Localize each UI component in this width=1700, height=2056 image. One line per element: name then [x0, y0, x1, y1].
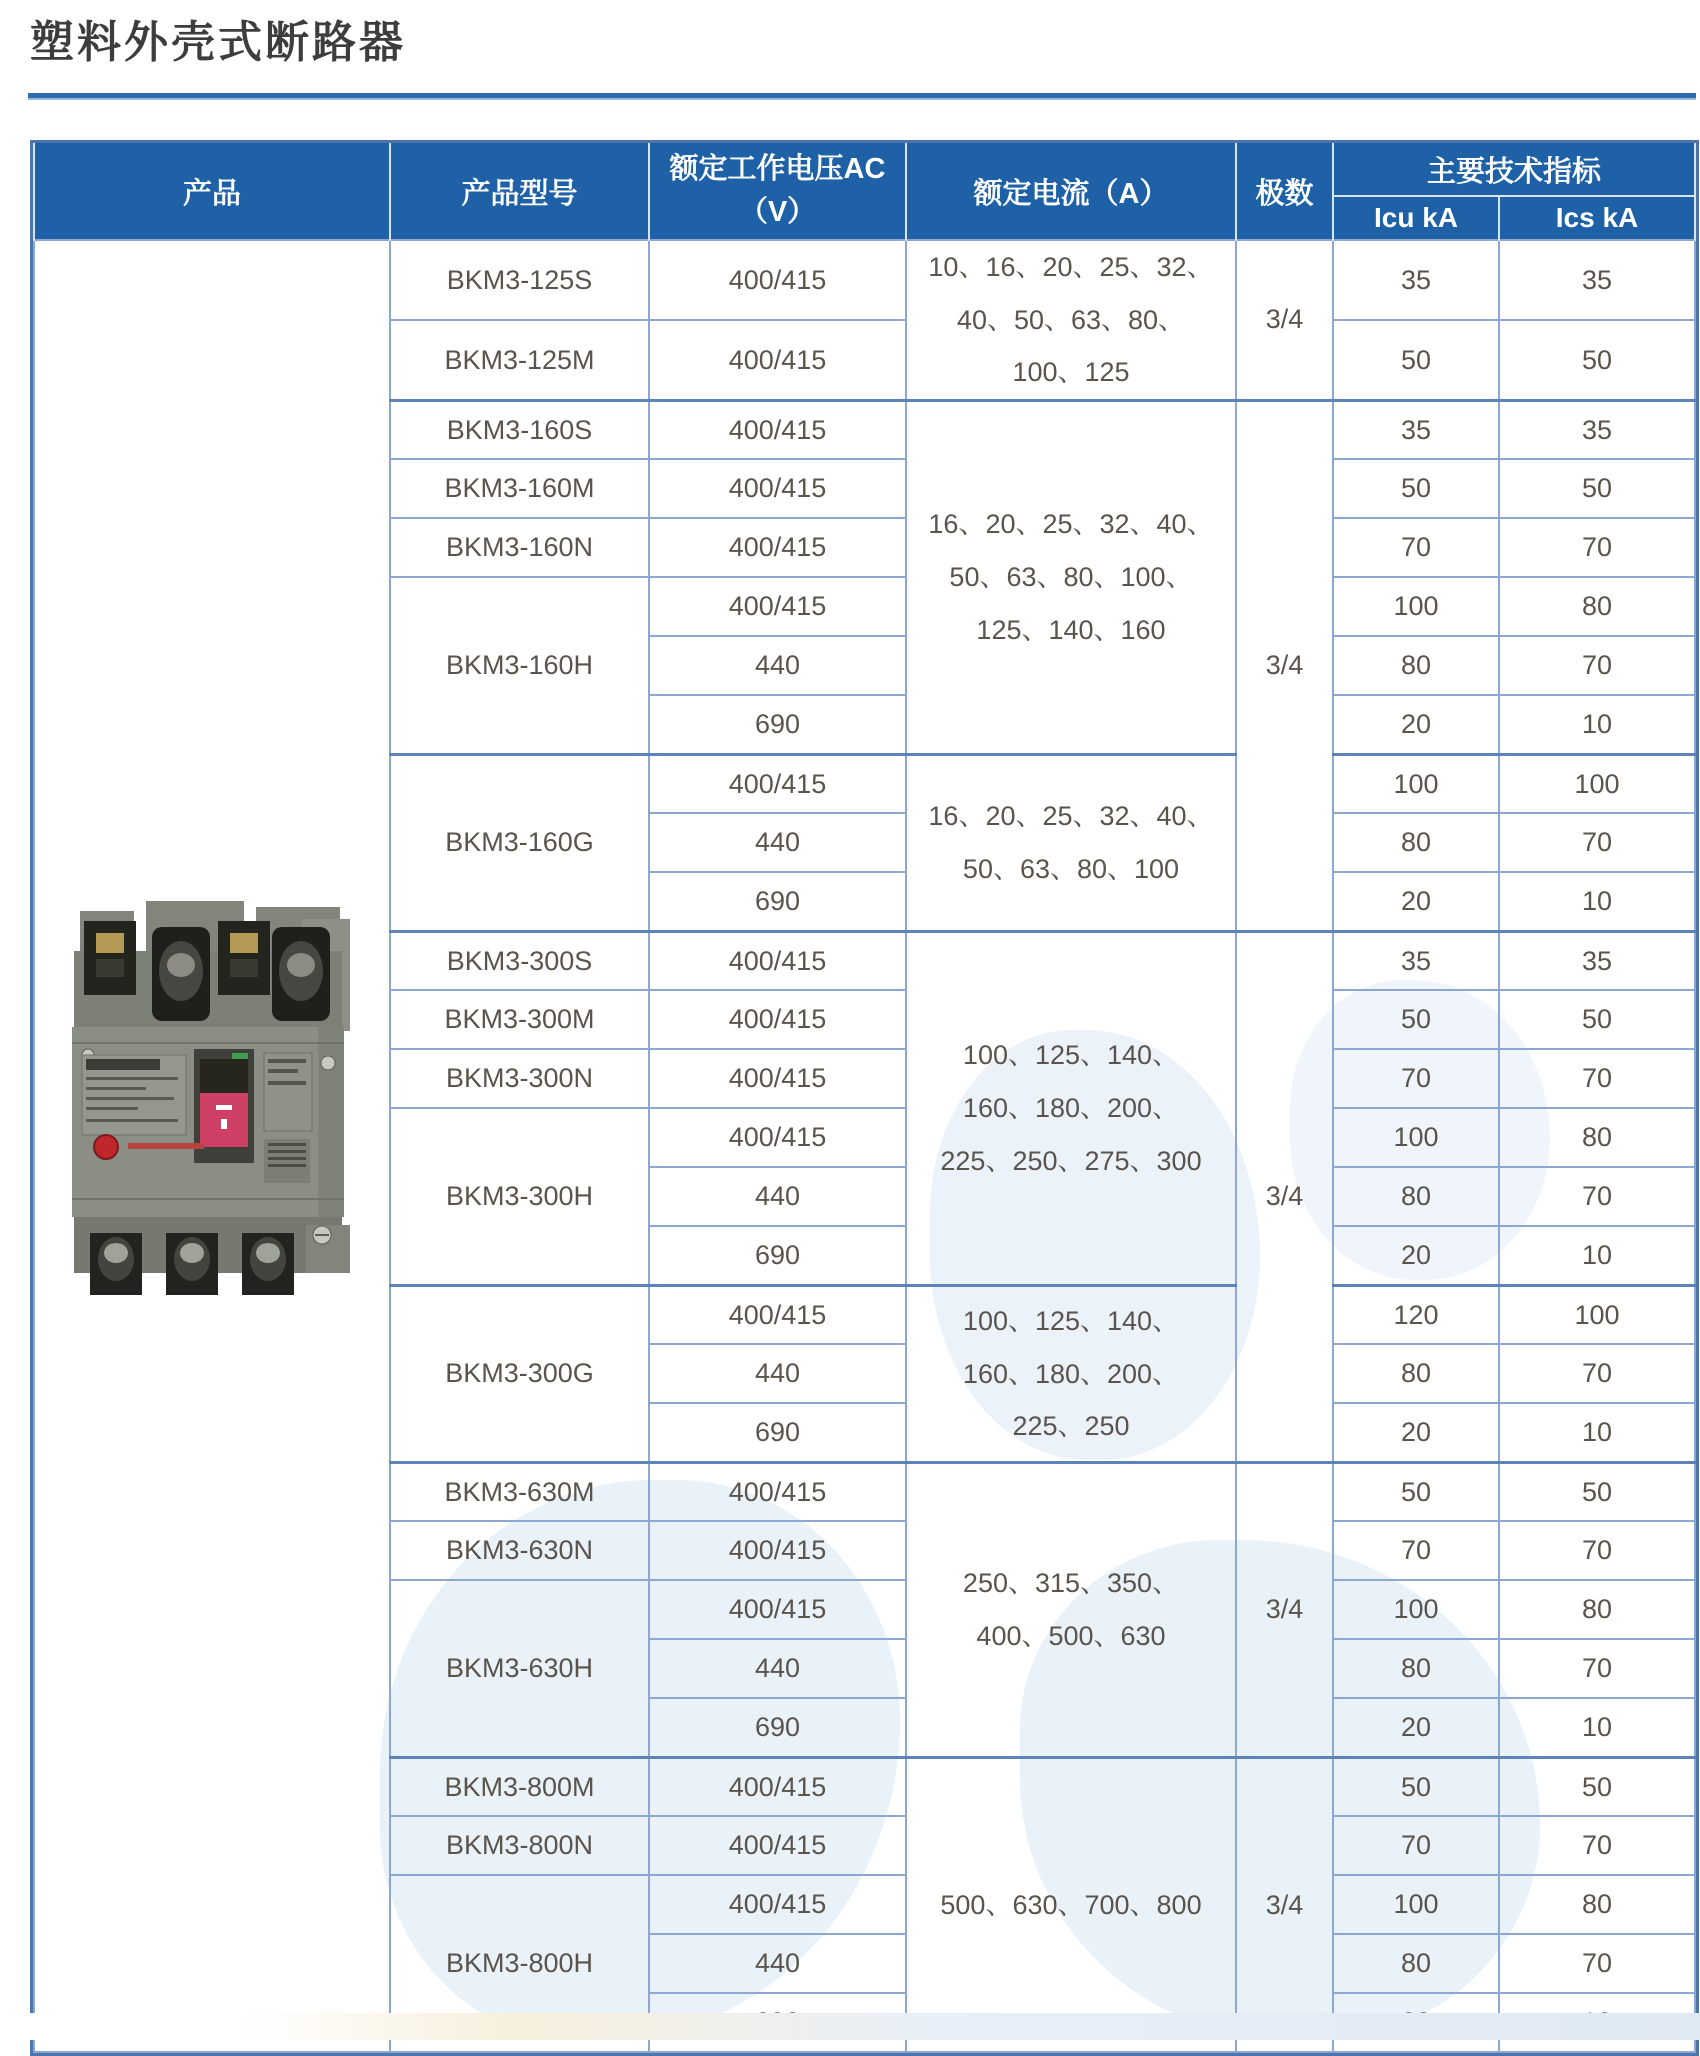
cell-poles: 3/4 [1236, 931, 1333, 1462]
cell-model: BKM3-160G [390, 754, 649, 931]
spec-table [30, 140, 1699, 2056]
cell-ics: 70 [1499, 518, 1695, 577]
cell-icu: 50 [1333, 990, 1499, 1049]
cell-ics: 70 [1499, 636, 1695, 695]
cell-icu: 80 [1333, 636, 1499, 695]
cell-icu: 80 [1333, 813, 1499, 872]
cell-model: BKM3-800M [390, 1757, 649, 1816]
cell-voltage: 400/415 [649, 240, 906, 320]
cell-icu: 80 [1333, 1167, 1499, 1226]
cell-model: BKM3-300S [390, 931, 649, 990]
cell-voltage: 440 [649, 1344, 906, 1403]
cell-voltage: 400/415 [649, 1108, 906, 1167]
cell-icu: 100 [1333, 1580, 1499, 1639]
cell-model: BKM3-300M [390, 990, 649, 1049]
cell-model: BKM3-300H [390, 1108, 649, 1285]
cell-icu: 50 [1333, 1757, 1499, 1816]
cell-voltage: 440 [649, 1639, 906, 1698]
cell-ics: 10 [1499, 695, 1695, 754]
cell-model: BKM3-300N [390, 1049, 649, 1108]
voltage-header-line1: 额定工作电压AC [669, 152, 886, 185]
cell-model: BKM3-125M [390, 320, 649, 400]
cell-icu: 20 [1333, 1226, 1499, 1285]
cell-ics: 50 [1499, 320, 1695, 400]
cell-icu: 70 [1333, 1816, 1499, 1875]
cell-ics: 70 [1499, 1816, 1695, 1875]
title-divider [28, 93, 1696, 100]
cell-ics: 70 [1499, 1521, 1695, 1580]
cell-poles: 3/4 [1236, 400, 1333, 931]
cell-voltage: 400/415 [649, 1521, 906, 1580]
cell-voltage: 400/415 [649, 459, 906, 518]
cell-voltage: 400/415 [649, 400, 906, 459]
cell-ics: 10 [1499, 872, 1695, 931]
cell-voltage: 440 [649, 813, 906, 872]
cell-icu: 70 [1333, 518, 1499, 577]
cell-model: BKM3-160S [390, 400, 649, 459]
cell-model: BKM3-630N [390, 1521, 649, 1580]
cell-ics: 10 [1499, 1698, 1695, 1757]
cell-ics: 50 [1499, 990, 1695, 1049]
cell-icu: 70 [1333, 1049, 1499, 1108]
cell-ics: 100 [1499, 754, 1695, 813]
cell-current: 250、315、350、400、500、630 [906, 1462, 1236, 1757]
cell-ics: 100 [1499, 1285, 1695, 1344]
cell-model: BKM3-630M [390, 1462, 649, 1521]
cell-ics: 80 [1499, 1875, 1695, 1934]
cell-ics: 10 [1499, 1403, 1695, 1462]
breaker-photo [66, 893, 358, 1297]
cell-ics: 80 [1499, 577, 1695, 636]
cell-model: BKM3-800N [390, 1816, 649, 1875]
col-header-tech-indicators: 主要技术指标 [1333, 143, 1695, 196]
cell-poles: 3/4 [1236, 240, 1333, 400]
cell-icu: 35 [1333, 240, 1499, 320]
cell-ics: 70 [1499, 1639, 1695, 1698]
page-title: 塑料外壳式断路器 [30, 18, 406, 67]
cell-voltage: 690 [649, 1698, 906, 1757]
cell-ics: 50 [1499, 1757, 1695, 1816]
cell-voltage: 400/415 [649, 1580, 906, 1639]
cell-voltage: 400/415 [649, 518, 906, 577]
cell-ics: 50 [1499, 1462, 1695, 1521]
cell-ics: 50 [1499, 459, 1695, 518]
cell-voltage: 690 [649, 1403, 906, 1462]
col-header-voltage [649, 143, 906, 240]
cell-voltage: 400/415 [649, 754, 906, 813]
cell-current: 16、20、25、32、40、50、63、80、100 [906, 754, 1236, 931]
cell-model: BKM3-800H [390, 1875, 649, 2052]
cell-voltage: 400/415 [649, 577, 906, 636]
cell-poles: 3/4 [1236, 1462, 1333, 1757]
cell-ics: 80 [1499, 1580, 1695, 1639]
cell-poles: 3/4 [1236, 1757, 1333, 2052]
cell-voltage: 400/415 [649, 1049, 906, 1108]
cell-voltage: 400/415 [649, 1462, 906, 1521]
cell-icu: 100 [1333, 1108, 1499, 1167]
cell-icu: 80 [1333, 1344, 1499, 1403]
cell-model: BKM3-630H [390, 1580, 649, 1757]
cell-model: BKM3-125S [390, 240, 649, 320]
cell-ics: 70 [1499, 1167, 1695, 1226]
voltage-header-line2: （V） [738, 196, 817, 228]
product-photo-cell [34, 240, 390, 2052]
col-header-ics: Ics kA [1499, 196, 1695, 240]
cell-ics: 35 [1499, 931, 1695, 990]
cell-current: 100、125、140、160、180、200、225、250 [906, 1285, 1236, 1462]
cell-ics: 35 [1499, 240, 1695, 320]
cell-icu: 20 [1333, 695, 1499, 754]
cell-voltage: 400/415 [649, 990, 906, 1049]
cell-ics: 80 [1499, 1108, 1695, 1167]
page-footer-band [0, 2013, 1700, 2040]
cell-ics: 35 [1499, 400, 1695, 459]
cell-icu: 70 [1333, 1521, 1499, 1580]
cell-voltage: 400/415 [649, 1757, 906, 1816]
cell-voltage: 690 [649, 1226, 906, 1285]
cell-voltage: 400/415 [649, 320, 906, 400]
cell-voltage: 690 [649, 695, 906, 754]
cell-ics: 70 [1499, 1049, 1695, 1108]
cell-icu: 80 [1333, 1639, 1499, 1698]
cell-voltage: 440 [649, 1934, 906, 1993]
cell-icu: 50 [1333, 459, 1499, 518]
cell-icu: 120 [1333, 1285, 1499, 1344]
cell-icu: 35 [1333, 400, 1499, 459]
col-header-model: 产品型号 [390, 143, 649, 240]
cell-icu: 35 [1333, 931, 1499, 990]
cell-model: BKM3-160N [390, 518, 649, 577]
cell-icu: 100 [1333, 754, 1499, 813]
cell-model: BKM3-300G [390, 1285, 649, 1462]
col-header-icu: Icu kA [1333, 196, 1499, 240]
cell-ics: 70 [1499, 813, 1695, 872]
cell-voltage: 440 [649, 636, 906, 695]
cell-icu: 100 [1333, 577, 1499, 636]
cell-voltage: 440 [649, 1167, 906, 1226]
cell-icu: 20 [1333, 1403, 1499, 1462]
cell-model: BKM3-160H [390, 577, 649, 754]
col-header-current: 额定电流（A） [906, 143, 1236, 240]
cell-icu: 20 [1333, 1698, 1499, 1757]
cell-icu: 50 [1333, 1462, 1499, 1521]
cell-icu: 80 [1333, 1934, 1499, 1993]
cell-icu: 100 [1333, 1875, 1499, 1934]
cell-voltage: 400/415 [649, 1816, 906, 1875]
cell-ics: 70 [1499, 1934, 1695, 1993]
cell-model: BKM3-160M [390, 459, 649, 518]
cell-ics: 70 [1499, 1344, 1695, 1403]
cell-icu: 20 [1333, 872, 1499, 931]
cell-voltage: 400/415 [649, 1875, 906, 1934]
cell-voltage: 690 [649, 872, 906, 931]
cell-voltage: 400/415 [649, 1285, 906, 1344]
cell-current: 16、20、25、32、40、50、63、80、100、125、140、160 [906, 400, 1236, 754]
cell-ics: 10 [1499, 1226, 1695, 1285]
col-header-poles: 极数 [1236, 143, 1333, 240]
cell-voltage: 400/415 [649, 931, 906, 990]
cell-current: 500、630、700、800 [906, 1757, 1236, 2052]
cell-current: 100、125、140、160、180、200、225、250、275、300 [906, 931, 1236, 1285]
col-header-product: 产品 [34, 143, 390, 240]
cell-current: 10、16、20、25、32、40、50、63、80、100、125 [906, 240, 1236, 400]
cell-icu: 50 [1333, 320, 1499, 400]
